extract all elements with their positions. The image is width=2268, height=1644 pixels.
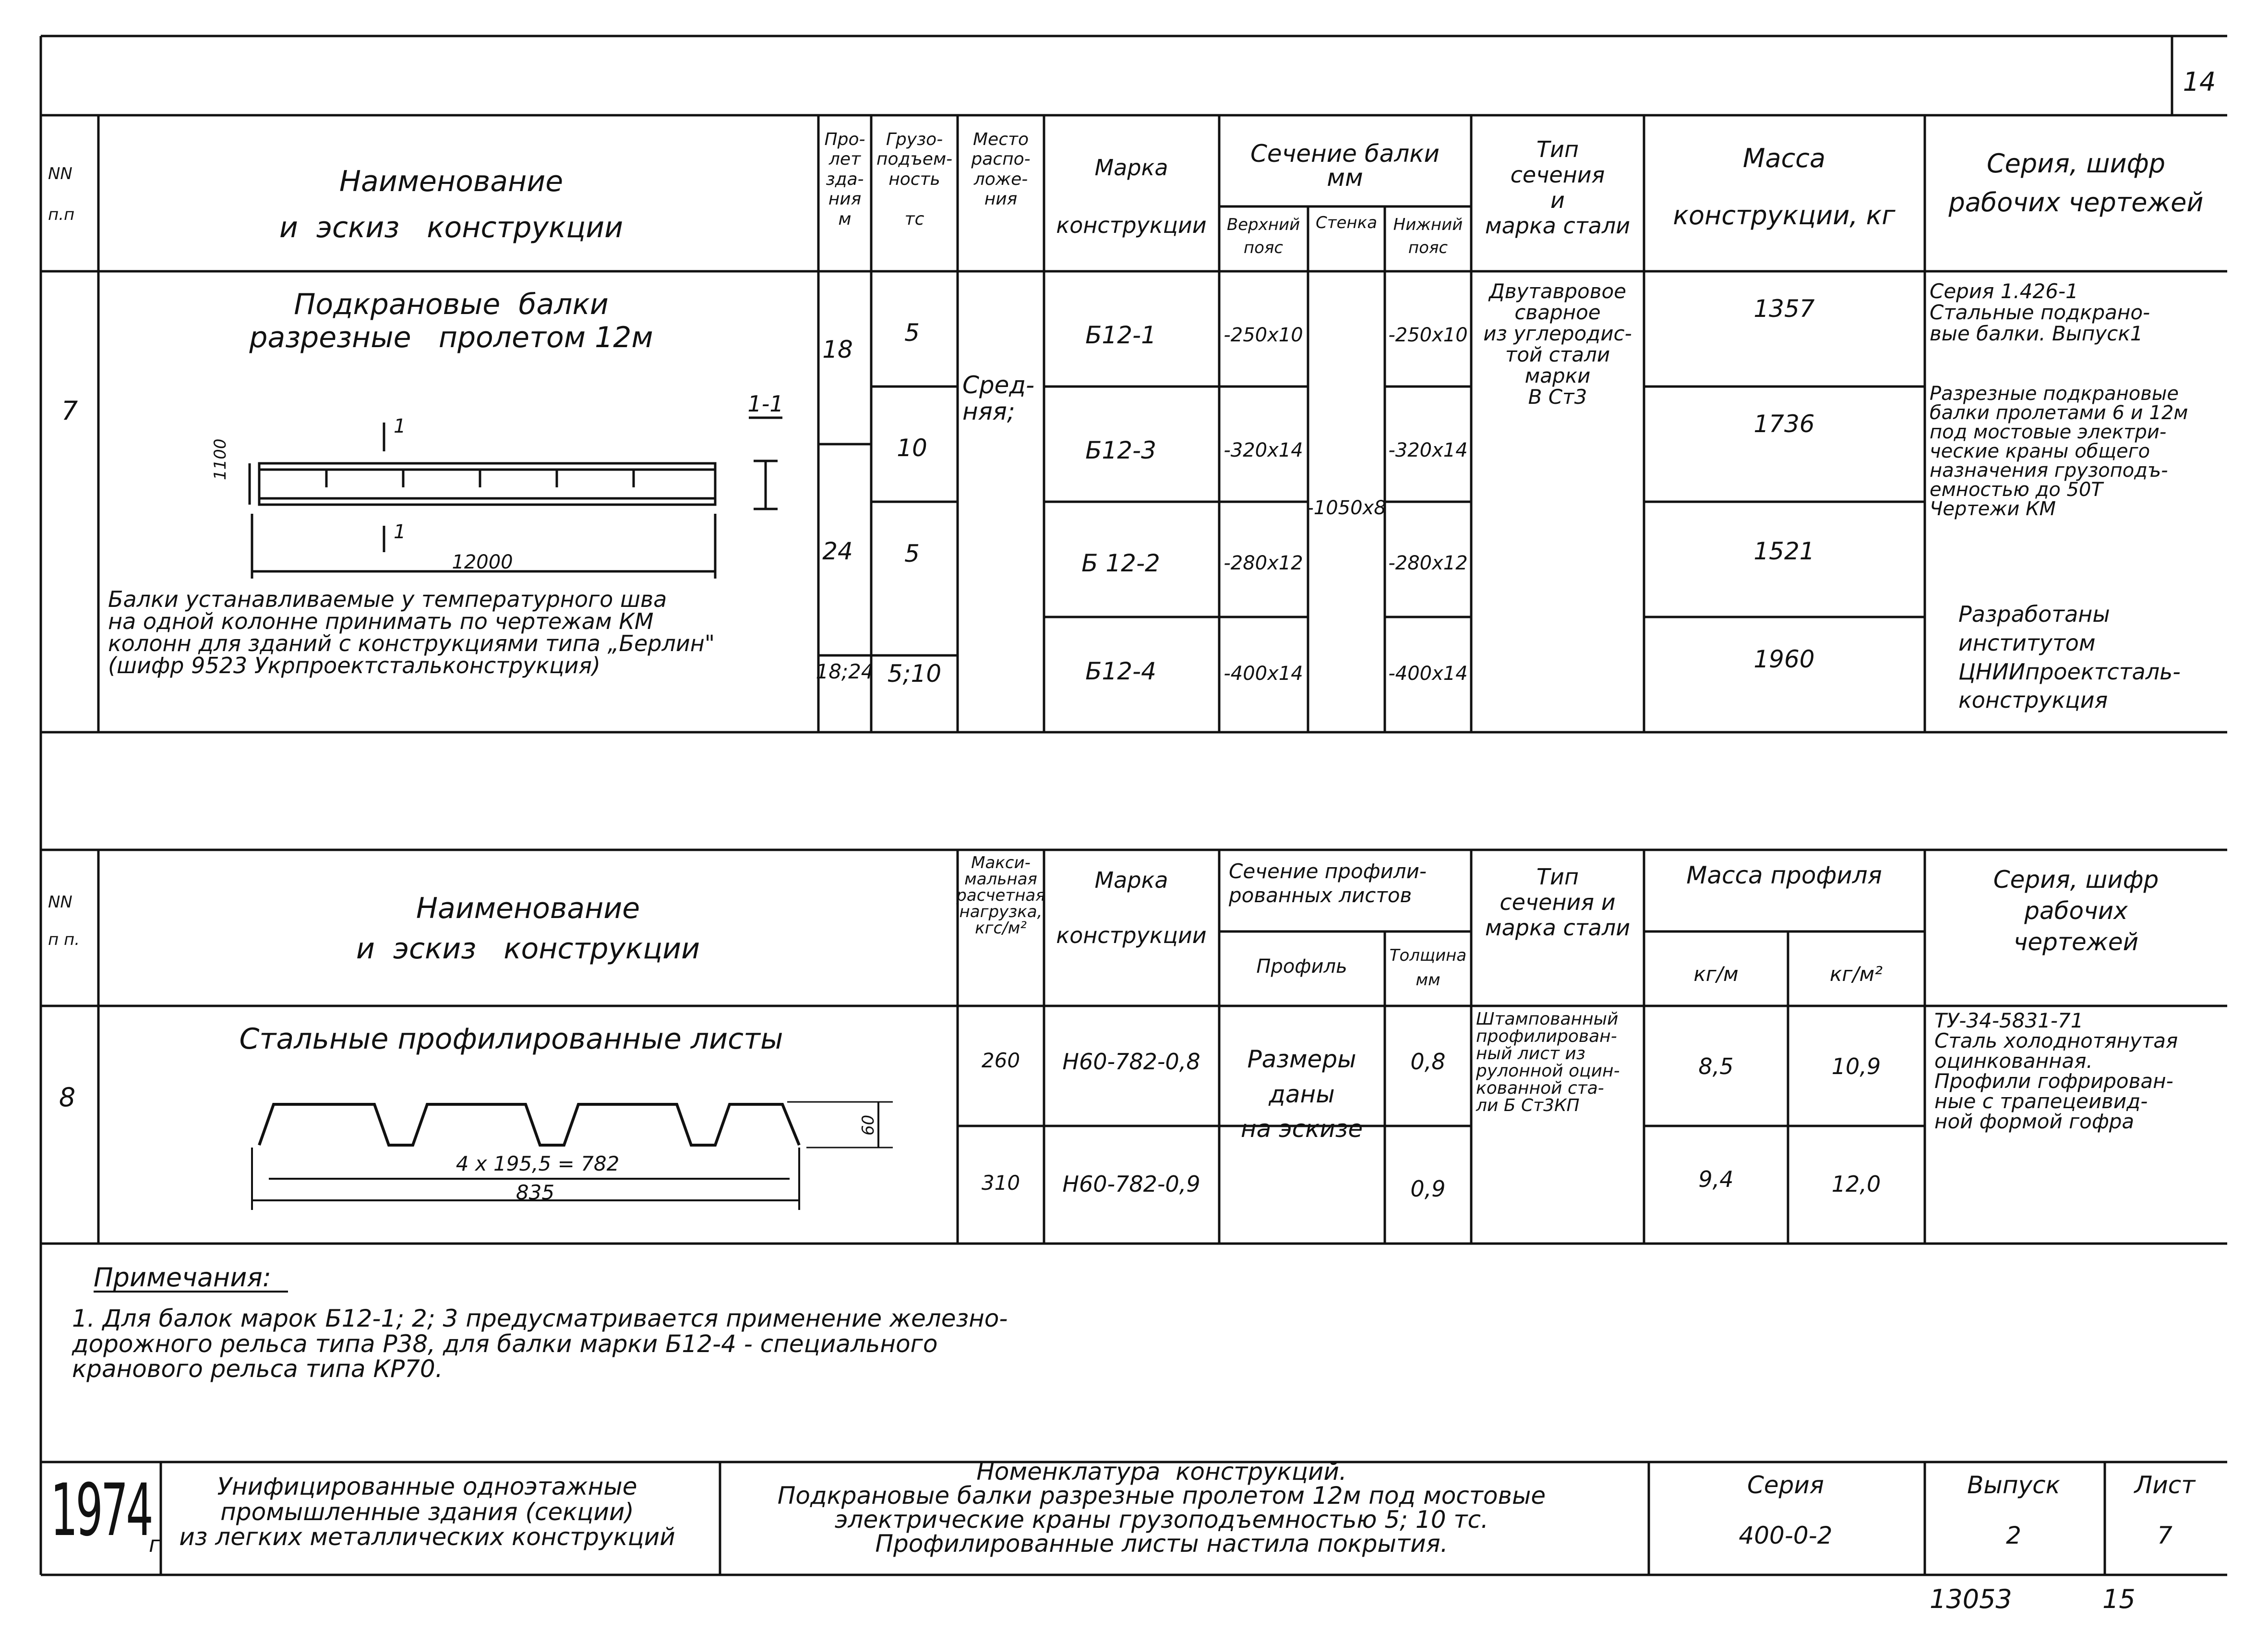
mark-3: Б 12-2 [1081,549,1160,577]
span-3: 18;24 [816,660,874,683]
t2-mark-1: Н60-782-0,8 [1062,1049,1200,1075]
web: -1050х8 [1307,497,1386,519]
span-1: 18 [822,336,853,363]
t1-location: Сред- няя; [962,371,1035,425]
t1-row-note: Балки устанавливаемые у температурного шва на одной колонне принимать по чертежам КМ колонн для зданий с конструкциями типа „Берлин" (шифр 9523 Укрпроектстальконструкция) [108,586,715,678]
bottom-flange-4: -400х14 [1388,663,1468,685]
t2-header-section: Сечение профили- рованных листов [1229,859,1427,907]
title-sheet-label: Лист [2134,1471,2196,1499]
t1-header-nn: NN п.п [48,164,75,224]
sketch-cut-label-bottom: 1 [394,521,406,543]
t2-header-series: Серия, шифр рабочих чертежей [1993,866,2159,956]
mass-2: 1736 [1753,410,1815,438]
t2-header-mass: Масса профиля [1686,861,1882,889]
mark-1: Б12-1 [1085,321,1156,349]
mass-m2-1: 10,9 [1831,1053,1881,1079]
doc-number: 13053 [1930,1584,2012,1614]
title-project: Унифицированные одноэтажные промышленные здания (секции) из легких металлических конструкций [179,1473,675,1551]
t2-section-type: Штампованный профилирован- ный лист из рулонной оцин- кованной ста- ли Б Ст3КП [1476,1009,1620,1115]
capacity-2: 10 [897,434,927,462]
t1-header-top-flange: Верхний пояс [1226,215,1300,257]
t2-row-number: 8 [59,1082,76,1112]
notes-text: 1. Для балок марок Б12-1; 2; 3 предусматривается применение железно- дорожного рельса типа Р38, для балки марки Б12-4 - специального кранового рельса типа КР70. [72,1305,1008,1383]
notes-title: Примечания: [94,1262,272,1293]
t1-header-section-type: Тип сечения и марка стали [1485,136,1631,239]
sheet-height: 60 [859,1114,878,1136]
t2-header-mark: Марка конструкции [1056,867,1207,948]
crane-beam-sketch [250,418,782,579]
t1-developer: Разработаны институтом ЦНИИпроектсталь- конструкция [1958,601,2181,713]
top-flange-4: -400х14 [1224,663,1303,685]
t1-series-2: Разрезные подкрановые балки пролетами 6 и 12м под мостовые электри- ческие краны общего назначения грузоподъ- емностью до 50Т Чертежи КМ [1930,383,2188,520]
t1-header-series: Серия, шифр рабочих чертежей [1948,148,2204,218]
t2-header-mass-m: кг/м [1693,962,1739,986]
thickness-2: 0,9 [1410,1176,1446,1202]
t2-header-nn: NN п п. [48,893,80,950]
page-number: 14 [2183,67,2216,97]
mark-2: Б12-3 [1085,436,1156,464]
t1-header-capacity: Грузо- подъем- ность тс [876,130,953,229]
capacity-3: 5 [904,540,920,568]
title-year-suffix: г [149,1531,161,1557]
mass-1: 1357 [1753,295,1815,323]
t2-mark-2: Н60-782-0,9 [1062,1171,1200,1197]
sheet-dim-wave: 4 х 195,5 = 782 [456,1152,620,1175]
t1-row-title: Подкрановые балки разрезные пролетом 12м [249,288,653,354]
title-series-label: Серия [1747,1471,1824,1499]
capacity-4: 5;10 [887,660,942,688]
title-document: Номенклатура конструкций. Подкрановые балки разрезные пролетом 12м под мостовые электрические краны грузоподъемностью 5; 10 тс. Профилированные листы настила покрытия. [777,1458,1546,1558]
sketch-length: 12000 [452,551,513,573]
t2-header-profile: Профиль [1256,955,1347,978]
mass-3: 1521 [1753,537,1815,565]
title-sheet-value: 7 [2157,1522,2172,1549]
t1-row-number: 7 [61,396,78,426]
mass-m-1: 8,5 [1698,1053,1734,1079]
capacity-1: 5 [904,319,920,347]
t1-header-bottom-flange: Нижний пояс [1393,215,1463,257]
t2-profile: Размеры даны на эскизе [1240,1045,1363,1143]
title-year: 1974 [50,1469,151,1552]
load-2: 310 [981,1171,1020,1195]
t2-header-section-type: Тип сечения и марка стали [1485,864,1631,941]
top-flange-3: -280х12 [1224,552,1303,574]
t1-header-mass: Масса конструкции, кг [1673,143,1896,230]
sketch-section-label: 1-1 [747,391,784,417]
t1-header-name: Наименование и эскиз конструкции [279,165,624,244]
sketch-cut-label-top: 1 [394,415,406,437]
t1-header-location: Место распо- ложе- ния [971,130,1031,209]
t1-series: Серия 1.426-1 Стальные подкрано- вые балки. Выпуск1 [1930,279,2150,346]
bottom-flange-1: -250х10 [1388,324,1468,346]
top-flange-2: -320х14 [1224,439,1303,461]
load-1: 260 [981,1049,1020,1072]
t1-header-span: Про- лет зда- ния м [824,130,865,229]
t2-header-max-load: Макси- мальная расчетная нагрузка, кгс/м² [956,853,1045,938]
t2-header-mass-m2: кг/м² [1829,962,1883,986]
sketch-height: 1100 [211,438,230,480]
mass-4: 1960 [1753,645,1815,673]
title-issue-value: 2 [2006,1522,2021,1549]
mass-m2-2: 12,0 [1831,1171,1881,1197]
t1-header-section: Сечение балки мм [1250,140,1440,192]
bottom-flange-2: -320х14 [1388,439,1468,461]
title-issue-label: Выпуск [1967,1471,2060,1499]
page-footer: 15 [2102,1584,2136,1614]
t1-header-web: Стенка [1315,213,1378,232]
t2-header-name: Наименование и эскиз конструкции [356,892,700,966]
thickness-1: 0,8 [1410,1049,1446,1075]
t2-row-title: Стальные профилированные листы [239,1022,783,1056]
bottom-flange-3: -280х12 [1388,552,1468,574]
mark-4: Б12-4 [1085,657,1156,685]
t1-header-mark: Марка конструкции [1056,155,1207,238]
sheet-dim-total: 835 [516,1181,555,1204]
title-series-value: 400-0-2 [1739,1522,1833,1549]
span-2: 24 [822,537,853,565]
t1-section-type: Двутавровое сварное из углеродис- той стали марки В Ст3 [1483,279,1632,409]
t2-series: ТУ-34-5831-71 Сталь холоднотянутая оцинкованная. Профили гофрирован- ные с трапецеивид- ной формой гофра [1934,1009,2178,1133]
top-flange-1: -250х10 [1224,324,1303,346]
t2-header-thickness: Толщина мм [1389,946,1467,990]
mass-m-2: 9,4 [1698,1166,1734,1192]
